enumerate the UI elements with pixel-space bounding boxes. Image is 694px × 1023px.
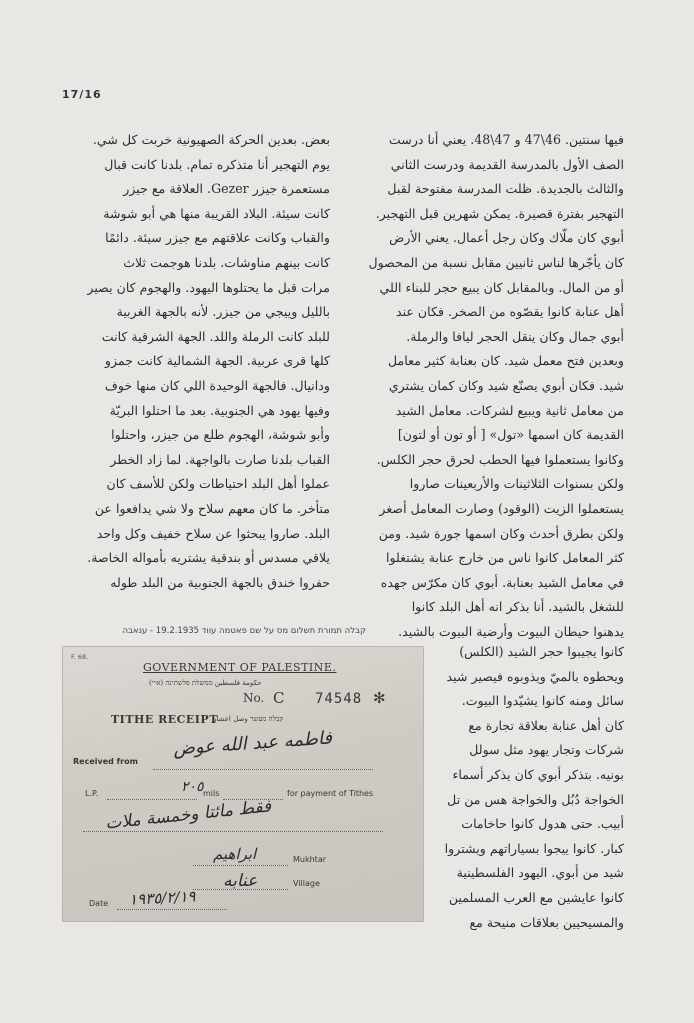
handwritten-mukhtar: ابراهيم [213, 845, 257, 863]
text-line: من معامل ثانية ويبيع لشركات. معامل الشيد [395, 402, 624, 418]
text-line: الصف الأول بالمدرسة القديمة ودرست الثاني [390, 156, 624, 172]
text-line: يلاقي مسدس أو بندقية يشتريه بأمواله الخاصة. [87, 550, 330, 566]
right-column-lower-text [444, 640, 624, 935]
page-number: 17/16 [62, 88, 102, 101]
star-icon: ✻ [373, 689, 386, 707]
lp-label: L.P. [85, 789, 99, 798]
photo-caption: קבלה תמורת תשלום מס על שם פאטמה עווד 19.2.1935 - ענאבה [122, 626, 366, 636]
text-line: يدهنوا حيطان البيوت وأرضية البيوت بالشيد. [398, 623, 624, 639]
text-line: وفيها يهود هي الجنوبية. بعد ما احتلوا البريّة [109, 402, 330, 418]
text-line: يوم التهجير أنا متذكره تمام. بلدنا كانت قبال [104, 156, 330, 172]
text-line: كثر المعامل كانوا ناس من خارج عنابة يشتغلوا [385, 550, 624, 566]
text-line: ولكن بسنوات الثلاثينات والأربعينات صاروا [409, 476, 624, 492]
text-line: كانوا عايشين مع العرب المسلمين [448, 889, 624, 905]
handwritten-amount-words: فقط مائتا وخمسة ملات [104, 796, 273, 834]
handwritten-village: عنابه [223, 871, 258, 891]
mukhtar-line [193, 865, 288, 866]
text-line: فيها سنتين. 46\47 و 47\48. يعني أنا درست [388, 132, 624, 147]
mukhtar-label: Mukhtar [293, 855, 327, 864]
text-line: كان أهل عنابة بعلاقة تجارة مع [468, 717, 624, 733]
text-line: مستعمرة جيزر Gezer. العلاقة مع جيزر [123, 181, 330, 197]
mils-label: mils [203, 789, 220, 798]
text-line: كانت سيئة. البلاد القريبة منها هي أبو شوشة [103, 205, 330, 221]
text-line: كلها قرى عربية. الجهة الشمالية كانت جمزو [104, 353, 330, 369]
for-payment-label: for payment of Tithes [287, 789, 374, 798]
right-column-text [366, 128, 624, 644]
lp-line [107, 799, 197, 800]
handwritten-date: ١٩٣٥/٢/١٩ [128, 887, 196, 909]
text-line: البلد. صاروا يبحثوا عن سلاح خفيف وكل واحد [96, 525, 330, 541]
text-line: كبار. كانوا ييجوا بسياراتهم ويشتروا [444, 840, 624, 856]
text-line: حفروا خندق بالجهة الجنوبية من البلد طوله [110, 574, 330, 590]
text-line: بالليل وييجي من جيزر. لأنه بالجهة الغربية [116, 304, 330, 320]
text-line: كان يأجّرها لناس ثانيين مقابل نسبة من المحصول [368, 254, 624, 270]
text-line: للبلد كانت الرملة واللد. الجهة الشرقية كانت [101, 328, 330, 344]
text-line: أبوي جمال وكان ينقل الحجر ليافا والرملة. [406, 328, 624, 344]
receipt-number: 74548 [315, 691, 363, 707]
text-line: كانوا يجيبوا حجر الشيد (الكلس) [459, 644, 624, 659]
text-line: وبعدين فتح معمل شيد. كان بعنابة كثير معامل [388, 353, 624, 369]
text-line: في معامل الشيد بعنابة. أبوي كان مكرّس جهده [380, 574, 624, 590]
form-code: F. 68. [71, 653, 89, 661]
text-line: بعض. بعدين الحركة الصهيونية خربت كل شي. [92, 132, 330, 147]
text-line: شركات وتجار يهود مثل سولل [469, 742, 624, 758]
text-line: والمسيحيين بعلاقات منيحة مع [469, 914, 624, 930]
tithe-receipt-image [62, 646, 424, 922]
receipt-government: GOVERNMENT OF PALESTINE. [143, 661, 337, 674]
text-line: عملوا أهل البلد احتياطات ولكن للأسف كان [106, 476, 330, 492]
text-line: أو من المال. وبالمقابل كان يبيع حجر للبناء اللي [379, 279, 624, 295]
left-column-text [62, 128, 330, 595]
text-line: الخواجة دُبُل والخواجة هس من تل [447, 791, 624, 807]
text-line: وأبو شوشة، الهجوم طلع من جيزر، واحتلوا [111, 427, 330, 443]
text-line: وكانوا يستعملوا فيها الحطب لحرق حجر الكلس. [376, 451, 624, 467]
receipt-government-sub: حكومة فلسطين ממשלת פלשתינה (א״י) [149, 679, 262, 687]
text-line: بونيه. بتذكر أبوي كان يذكر أسماء [452, 766, 624, 782]
received-from-line [153, 769, 373, 770]
text-line: شيد من أبوي. اليهود الفلسطينية [456, 865, 624, 881]
receipt-no-letter: C [273, 689, 285, 707]
handwritten-name: فاطمه عبد الله عوض [172, 727, 333, 760]
receipt-no-label: No. [243, 691, 265, 705]
text-line: التهجير بفترة قصيرة. يمكن شهرين قبل التهجير. [375, 205, 624, 221]
receipt-title: TITHE RECEIPT [111, 713, 218, 726]
date-line [117, 909, 227, 910]
text-line: أهل عنابة كانوا يقصّوه من الصخر. فكان عند [395, 304, 624, 320]
text-line: ودانيال. فالجهة الوحيدة اللي كان منها خوف [104, 377, 330, 393]
text-line: والقباب وكانت علاقتهم مع جيزر سيئة. دائمًا [105, 230, 330, 246]
date-label: Date [89, 899, 109, 908]
text-line: ولكن بطرق أحدث وكان اسمها جورة شيد. ومن [378, 525, 624, 541]
text-line: أبيب. حتى هدول كانوا حاخامات [461, 816, 624, 832]
text-line: متأخر. ما كان معهم سلاح ولا شي يدافعوا عن [94, 500, 330, 516]
handwritten-amount: ٢٠٥ [181, 779, 204, 795]
text-line: القديمة كان اسمها «تول» [ أو تون أو لتون] [397, 427, 624, 443]
text-line: سائل ومنه كانوا يشيّدوا البيوت. [461, 693, 624, 709]
text-line: للشغل بالشيد. أنا بذكر انه أهل البلد كانوا [411, 599, 624, 615]
text-line: أبوي كان ملّاك وكان رجل أعمال. يعني الأرض [389, 230, 624, 246]
village-label: Village [293, 879, 320, 888]
text-line: مرات قبل ما يحتلوها اليهود. والهجوم كان يصير [87, 279, 330, 295]
received-from-label: Received from [73, 757, 138, 766]
text-line: شيد. فكان أبوي يصنّع شيد وكان كمان يشتري [388, 377, 624, 393]
text-line: والثالث بالجديدة. ظلت المدرسة مفتوحة لقبل [387, 181, 624, 197]
text-line: كانت بينهم مناوشات. بلدنا هوجمت ثلاث [123, 254, 330, 270]
text-line: ويحطوه بالميّ ويذوبوه فيصير شيد [446, 668, 624, 684]
receipt-title-sub: קבלה מעשר وصل اعشار [213, 715, 284, 723]
text-line: يستعملوا الزيت (الوقود) وصارت المعامل أصغر [379, 500, 624, 516]
text-line: القباب بلدنا صارت بالواجهة. لما زاد الخطر [110, 451, 330, 467]
